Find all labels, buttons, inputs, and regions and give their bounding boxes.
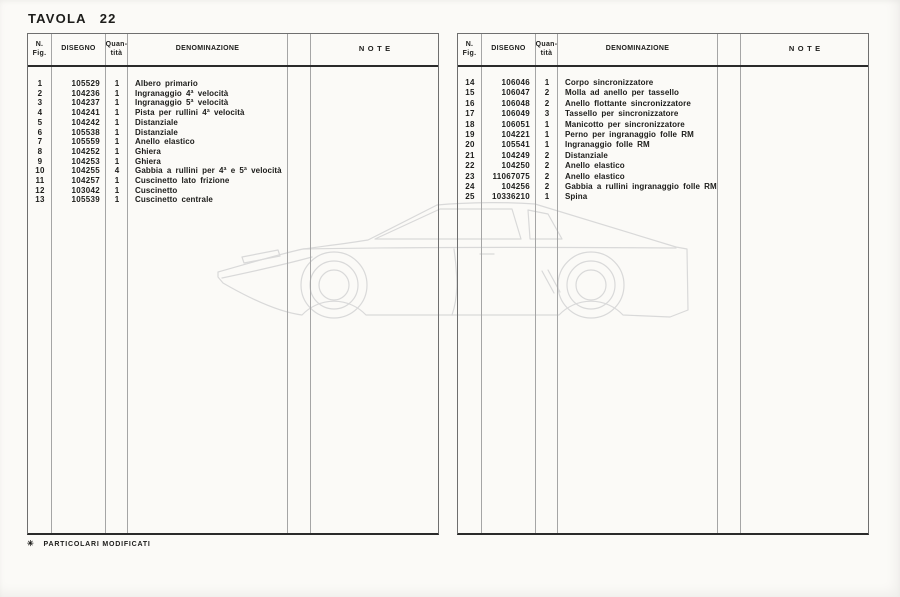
disegno-cell: 104256 [501,182,530,192]
table-row [458,120,868,130]
modified-symbol-cell [718,192,741,202]
disegno-cell: 104237 [71,98,100,108]
quantity-cell: 1 [114,108,120,118]
table-row [458,192,868,202]
quantity-cell: 2 [544,182,550,192]
table-header [458,33,868,67]
quantity-cell: 2 [544,98,550,108]
column-header-denominazione: DENOMINAZIONE [558,34,718,65]
modified-symbol-cell [288,157,311,167]
footer-label: PARTICOLARI MODIFICATI [43,540,151,548]
modified-symbol-cell [718,151,741,161]
table-row [28,118,438,128]
quantity-cell: 2 [544,171,550,181]
footer-legend [27,540,151,548]
disegno-cell: 104221 [501,130,530,140]
quantity-cell: 1 [114,88,120,98]
fig-number-cell: 22 [465,161,475,171]
column-header-quantita: Quan- tità [536,34,558,65]
column-header-modified-symbol [288,34,311,65]
note-cell [741,140,868,150]
note-cell [741,172,868,182]
table-row [28,186,438,196]
quantity-cell: 3 [544,109,550,119]
fig-number-cell: 5 [37,117,43,127]
fig-number-cell: 19 [465,130,475,140]
fig-number-cell: 1 [37,79,43,88]
table-body [458,67,868,533]
fig-number-cell: 17 [465,109,475,119]
quantity-cell: 1 [114,195,120,205]
disegno-cell: 105559 [71,137,100,147]
quantity-cell: 1 [544,140,550,150]
modified-symbol-cell [718,182,741,192]
column-header-quantita: Quan- tità [106,34,128,65]
denominazione-cell: Cuscinetto lato frizione [135,176,230,186]
modified-symbol-cell [718,88,741,98]
table-row [458,109,868,119]
column-header-fig: N. Fig. [458,34,482,65]
parts-table-right [457,33,869,535]
denominazione-cell: Spina [565,192,588,202]
quantity-cell: 1 [544,130,550,140]
note-cell [311,166,438,176]
disegno-cell: 104255 [71,166,100,176]
table-row [28,176,438,186]
modified-symbol-cell [288,128,311,138]
disegno-cell: 105541 [501,140,530,150]
modified-symbol-cell [718,78,741,88]
fig-number-cell: 6 [37,127,43,137]
disegno-cell: 105529 [71,79,100,88]
disegno-cell: 104249 [501,150,530,160]
fig-number-cell: 11 [35,176,45,186]
fig-number-cell: 15 [465,88,475,98]
denominazione-cell: Molla ad anello per tassello [565,88,680,98]
modified-symbol-cell [288,118,311,128]
note-cell [741,88,868,98]
modified-symbol-cell [288,137,311,147]
column-header-modified-symbol [718,34,741,65]
table-row [458,151,868,161]
denominazione-cell: Ingranaggio folle RM [565,140,650,150]
fig-number-cell: 13 [35,195,45,205]
table-row [458,130,868,140]
table-row [28,147,438,157]
denominazione-cell: Corpo sincronizzatore [565,78,654,87]
table-row [28,98,438,108]
table-row [28,157,438,167]
table-row [458,140,868,150]
modified-symbol-cell [288,186,311,196]
disegno-cell: 104241 [71,108,100,118]
table-row [458,99,868,109]
note-cell [741,120,868,130]
quantity-cell: 1 [114,176,120,186]
table-header [28,33,438,67]
note-cell [741,78,868,88]
quantity-cell: 4 [114,166,120,176]
denominazione-cell: Pista per rullini 4ª velocità [135,108,245,118]
denominazione-cell: Cuscinetto centrale [135,195,213,205]
modified-symbol-cell [718,99,741,109]
denominazione-cell: Ingranaggio 5ª velocità [135,98,229,108]
disegno-cell: 104253 [71,156,100,166]
denominazione-cell: Cuscinetto [135,185,178,195]
fig-number-cell: 7 [37,137,43,147]
table-row [28,137,438,147]
disegno-cell: 104242 [71,117,100,127]
quantity-cell: 2 [544,150,550,160]
disegno-cell: 10336210 [492,192,530,202]
denominazione-cell: Gabbia a rullini ingranaggio folle RM [565,182,717,192]
note-cell [741,182,868,192]
disegno-cell: 105539 [71,195,100,205]
disegno-cell: 11067075 [492,171,530,181]
modified-symbol-cell [288,89,311,99]
fig-number-cell: 20 [465,140,475,150]
note-cell [741,151,868,161]
denominazione-cell: Ghiera [135,156,161,166]
note-cell [311,137,438,147]
denominazione-cell: Albero primario [135,79,198,88]
fig-number-cell: 9 [37,156,43,166]
table-row [458,172,868,182]
disegno-cell: 104236 [71,88,100,98]
page-title-number: 22 [99,11,117,26]
quantity-cell: 1 [544,119,550,129]
note-cell [311,108,438,118]
table-row [28,195,438,205]
table-row [28,108,438,118]
fig-number-cell: 3 [37,98,43,108]
fig-number-cell: 12 [35,185,45,195]
quantity-cell: 1 [114,137,120,147]
column-header-denominazione: DENOMINAZIONE [128,34,288,65]
fig-number-cell: 10 [35,166,45,176]
note-cell [311,186,438,196]
note-cell [741,109,868,119]
denominazione-cell: Anello elastico [565,161,625,171]
modified-symbol-cell [288,98,311,108]
disegno-cell: 104250 [501,161,530,171]
note-cell [311,157,438,167]
modified-symbol-cell [718,172,741,182]
note-cell [311,98,438,108]
modified-symbol-cell [288,79,311,89]
modified-symbol-cell [718,130,741,140]
denominazione-cell: Tassello per sincronizzatore [565,109,679,119]
modified-symbol-cell [288,147,311,157]
note-cell [311,147,438,157]
denominazione-cell: Anello elastico [135,137,195,147]
denominazione-cell: Distanziale [135,117,178,127]
note-cell [311,79,438,89]
fig-number-cell: 16 [465,98,475,108]
note-cell [311,176,438,186]
quantity-cell: 1 [114,127,120,137]
disegno-cell: 106048 [501,98,530,108]
modified-symbol-cell [288,166,311,176]
modified-symbol-cell [718,120,741,130]
denominazione-cell: Ingranaggio 4ª velocità [135,88,229,98]
denominazione-cell: Perno per ingranaggio folle RM [565,130,694,140]
fig-number-cell: 23 [465,171,475,181]
note-cell [311,128,438,138]
disegno-cell: 106047 [501,88,530,98]
denominazione-cell: Distanziale [565,150,608,160]
disegno-cell: 103042 [71,185,100,195]
fig-number-cell: 4 [37,108,43,118]
table-row [28,79,438,89]
table-row [28,128,438,138]
fig-number-cell: 18 [465,119,475,129]
disegno-cell: 105538 [71,127,100,137]
modified-symbol-cell [718,161,741,171]
denominazione-cell: Manicotto per sincronizzatore [565,119,685,129]
fig-number-cell: 21 [465,150,475,160]
table-row [28,89,438,99]
page-title [28,11,117,26]
note-cell [741,130,868,140]
disegno-cell: 106051 [501,119,530,129]
modified-symbol-cell [718,140,741,150]
table-row [28,166,438,176]
denominazione-cell: Distanziale [135,127,178,137]
fig-number-cell: 14 [465,78,475,87]
fig-number-cell: 24 [465,182,475,192]
fig-number-cell: 8 [37,146,43,156]
quantity-cell: 1 [114,146,120,156]
parts-table-left [27,33,439,535]
column-header-disegno: DISEGNO [482,34,536,65]
disegno-cell: 106049 [501,109,530,119]
fig-number-cell: 2 [37,88,43,98]
column-header-fig: N. Fig. [28,34,52,65]
note-cell [311,89,438,99]
disegno-cell: 104257 [71,176,100,186]
column-header-note: NOTE [788,44,824,54]
denominazione-cell: Anello flottante sincronizzatore [565,98,691,108]
quantity-cell: 2 [544,88,550,98]
table-row [458,78,868,88]
quantity-cell: 1 [114,185,120,195]
modified-symbol-cell [288,176,311,186]
fig-number-cell: 25 [465,192,475,202]
quantity-cell: 1 [114,156,120,166]
denominazione-cell: Ghiera [135,146,161,156]
modified-part-asterisk-icon: ✳ [27,539,35,548]
denominazione-cell: Anello elastico [565,171,625,181]
disegno-cell: 106046 [501,78,530,87]
note-cell [741,161,868,171]
table-row [458,88,868,98]
note-cell [311,195,438,205]
modified-symbol-cell [288,108,311,118]
note-cell [741,99,868,109]
modified-symbol-cell [288,195,311,205]
quantity-cell: 1 [114,79,120,88]
table-body [28,67,438,533]
modified-symbol-cell [718,109,741,119]
quantity-cell: 1 [114,117,120,127]
page-title-label: TAVOLA [28,11,87,26]
column-header-disegno: DISEGNO [52,34,106,65]
quantity-cell: 1 [544,78,550,87]
table-row [458,182,868,192]
quantity-cell: 2 [544,161,550,171]
column-header-note: NOTE [358,44,394,54]
denominazione-cell: Gabbia a rullini per 4ª e 5ª velocità [135,166,282,176]
table-row [458,161,868,171]
disegno-cell: 104252 [71,146,100,156]
note-cell [311,118,438,128]
quantity-cell: 1 [544,192,550,202]
quantity-cell: 1 [114,98,120,108]
note-cell [741,192,868,202]
